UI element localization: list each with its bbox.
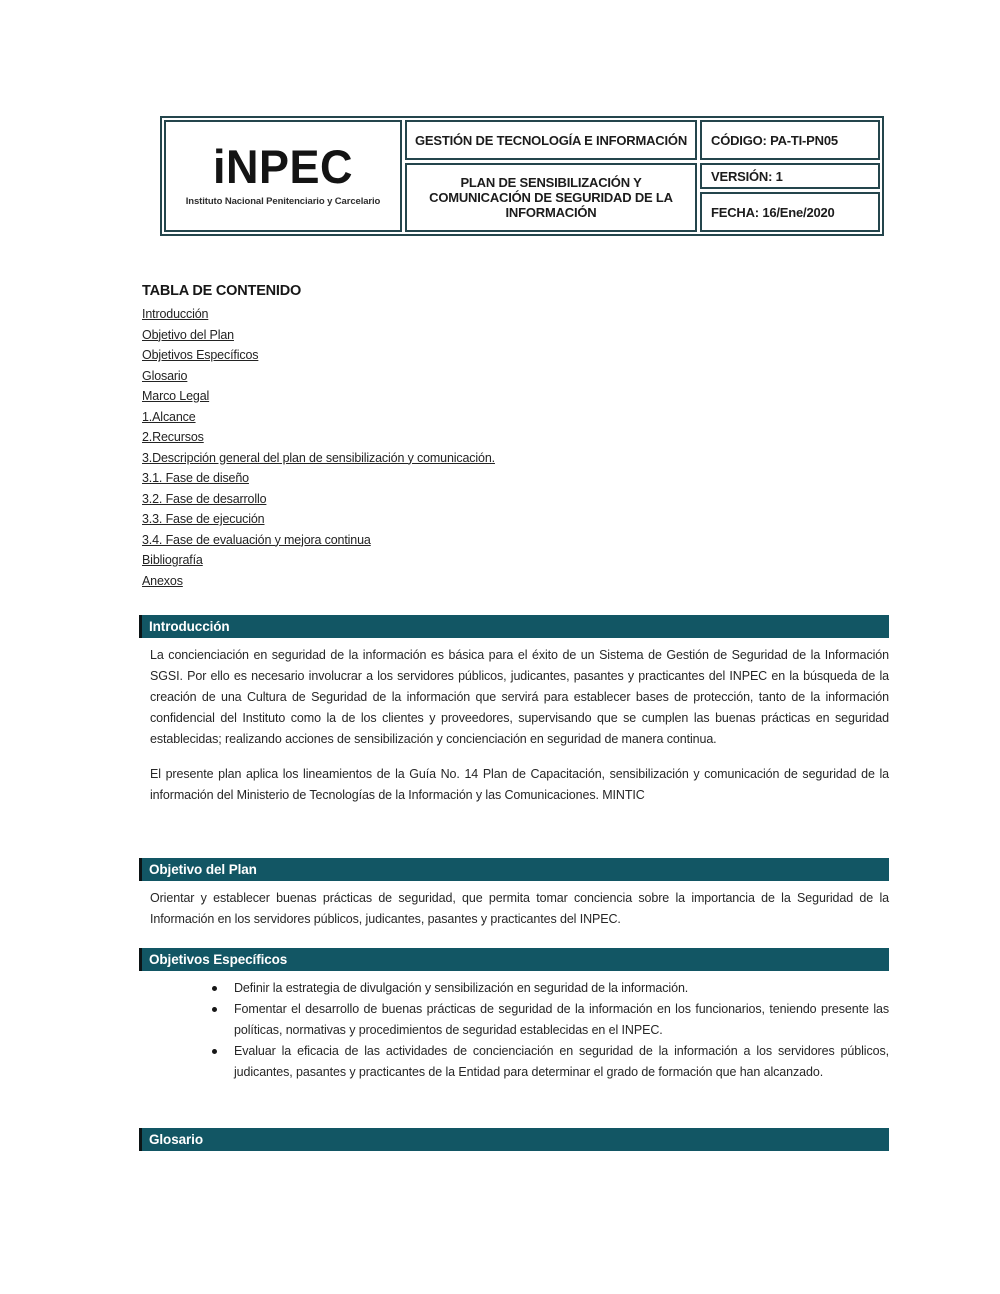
introduccion-paragraph-1: La concienciación en seguridad de la información es básica para el éxito de un Sistema de Gestión de Seguridad de la Información SGSI. Por ello es necesario involucrar a los servidores públicos, judicantes, pasantes y practicantes del INPEC en la búsqueda de la creación de una Cultura de Seguridad de la información que servirá para establecer bases de protección, tanto de la información confidencial del Instituto como la de los clientes y proveedores, supervisando que se cumplen las buenas prácticas en seguridad establecidas; realizando acciones de sensibilización y concienciación en seguridad de manera continua. <box>150 648 889 746</box>
introduccion-body <box>150 638 889 806</box>
process-name: GESTIÓN DE TECNOLOGÍA E INFORMACIÓN <box>405 120 697 160</box>
document-date: FECHA: 16/Ene/2020 <box>700 192 880 232</box>
objetivos-bullet-list <box>212 978 889 1083</box>
toc-link-anexos[interactable]: Anexos <box>142 573 183 588</box>
inpec-logo: iNPEC <box>212 139 354 193</box>
section-introduccion <box>139 615 889 806</box>
section-bar-glosario: Glosario <box>139 1128 889 1151</box>
section-glosario <box>139 1128 889 1151</box>
toc-link-objetivo-del-plan[interactable]: Objetivo del Plan <box>142 327 234 342</box>
document-header-table <box>160 116 884 236</box>
section-bar-introduccion: Introducción <box>139 615 889 638</box>
toc-heading: TABLA DE CONTENIDO <box>142 283 302 299</box>
list-item <box>212 999 889 1041</box>
list-item <box>212 1041 889 1083</box>
toc-link-introduccion[interactable]: Introducción <box>142 307 209 321</box>
toc-link-descripcion-general[interactable]: 3.Descripción general del plan de sensibilización y comunicación. <box>142 450 495 465</box>
document-title: PLAN DE SENSIBILIZACIÓN Y COMUNICACIÓN DE SEGURIDAD DE LA INFORMACIÓN <box>405 163 697 232</box>
objetivos-especificos-body <box>150 971 889 1083</box>
toc-link-alcance[interactable]: 1.Alcance <box>142 409 196 424</box>
bullet-dot-icon <box>212 1049 217 1054</box>
section-bar-objetivo-del-plan: Objetivo del Plan <box>139 858 889 881</box>
logo-cell <box>164 120 402 232</box>
section-objetivo-del-plan <box>139 858 889 930</box>
toc-link-recursos[interactable]: 2.Recursos <box>142 430 204 444</box>
document-version: VERSIÓN: 1 <box>700 163 880 189</box>
section-bar-objetivos-especificos: Objetivos Específicos <box>139 948 889 971</box>
toc-link-objetivos-especificos[interactable]: Objetivos Específicos <box>142 348 259 362</box>
toc-link-bibliografia[interactable]: Bibliografía <box>142 553 203 567</box>
objetivo-bullet-2: Fomentar el desarrollo de buenas prácticas de seguridad de la información en los funcionarios, teniendo presente las políticas, normativas y procedimientos de seguridad establecidas en el INPEC. <box>234 1002 889 1037</box>
logo-tagline: Instituto Nacional Penitenciario y Carcelario <box>185 195 381 207</box>
bullet-dot-icon <box>212 1007 217 1012</box>
section-objetivos-especificos <box>139 948 889 1083</box>
toc-link-fase-desarrollo[interactable]: 3.2. Fase de desarrollo <box>142 491 267 506</box>
objetivo-bullet-1: Definir la estrategia de divulgación y sensibilización en seguridad de la información. <box>234 981 689 995</box>
table-of-contents <box>142 283 495 591</box>
toc-link-fase-diseno[interactable]: 3.1. Fase de diseño <box>142 471 249 485</box>
bullet-dot-icon <box>212 986 217 991</box>
objetivo-bullet-3: Evaluar la eficacia de las actividades de concienciación en seguridad de la información a los servidores públicos, judicantes, pasantes y practicantes de la Entidad para determinar el grado de formación que han alcanzado. <box>234 1044 889 1079</box>
toc-link-glosario[interactable]: Glosario <box>142 368 188 383</box>
objetivo-paragraph: Orientar y establecer buenas prácticas de seguridad, que permita tomar conciencia sobre la importancia de la Seguridad de la Información en los servidores públicos, judicantes, pasantes y practicantes del INPEC. <box>150 891 889 926</box>
list-item <box>212 978 889 999</box>
document-code: CÓDIGO: PA-TI-PN05 <box>700 120 880 160</box>
toc-link-fase-ejecucion[interactable]: 3.3. Fase de ejecución <box>142 512 265 526</box>
toc-link-fase-evaluacion[interactable]: 3.4. Fase de evaluación y mejora continua <box>142 532 371 547</box>
toc-link-marco-legal[interactable]: Marco Legal <box>142 389 210 403</box>
objetivo-body <box>150 881 889 930</box>
introduccion-paragraph-2: El presente plan aplica los lineamientos de la Guía No. 14 Plan de Capacitación, sensibilización y comunicación de seguridad de la información del Ministerio de Tecnologías de la Información y las Comunicaciones. MINTIC <box>150 767 889 802</box>
